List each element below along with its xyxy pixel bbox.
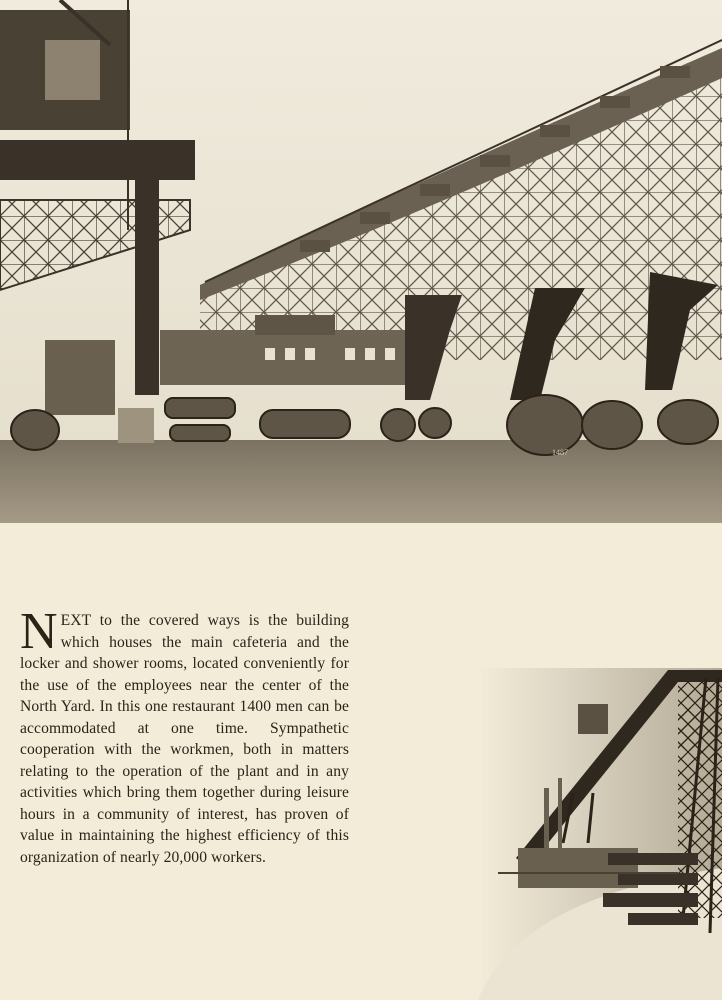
drop-cap: N [20, 603, 58, 660]
article-body: EXT to the covered ways is the building which houses the main cafeteria and the locker and shower rooms, located conveniently for the use of the employees near the center of the North Yard. In this one restaurant 1400 men can be accommodated at one time. Sympathetic cooperation with the workmen, both in matters relating to the operation of the plant and in any activities which bring them together during leisure hours in a community of interest, has proven of value in maintaining the highest efficiency of this organization of nearly 20,000 workers. [20, 612, 349, 866]
yard-ground [0, 440, 722, 523]
gantry-crane-photograph [478, 668, 722, 1000]
gantry-crane-photograph-art [478, 668, 722, 1000]
article-paragraph [20, 603, 349, 868]
photo-inscription: 1487 [552, 448, 568, 457]
